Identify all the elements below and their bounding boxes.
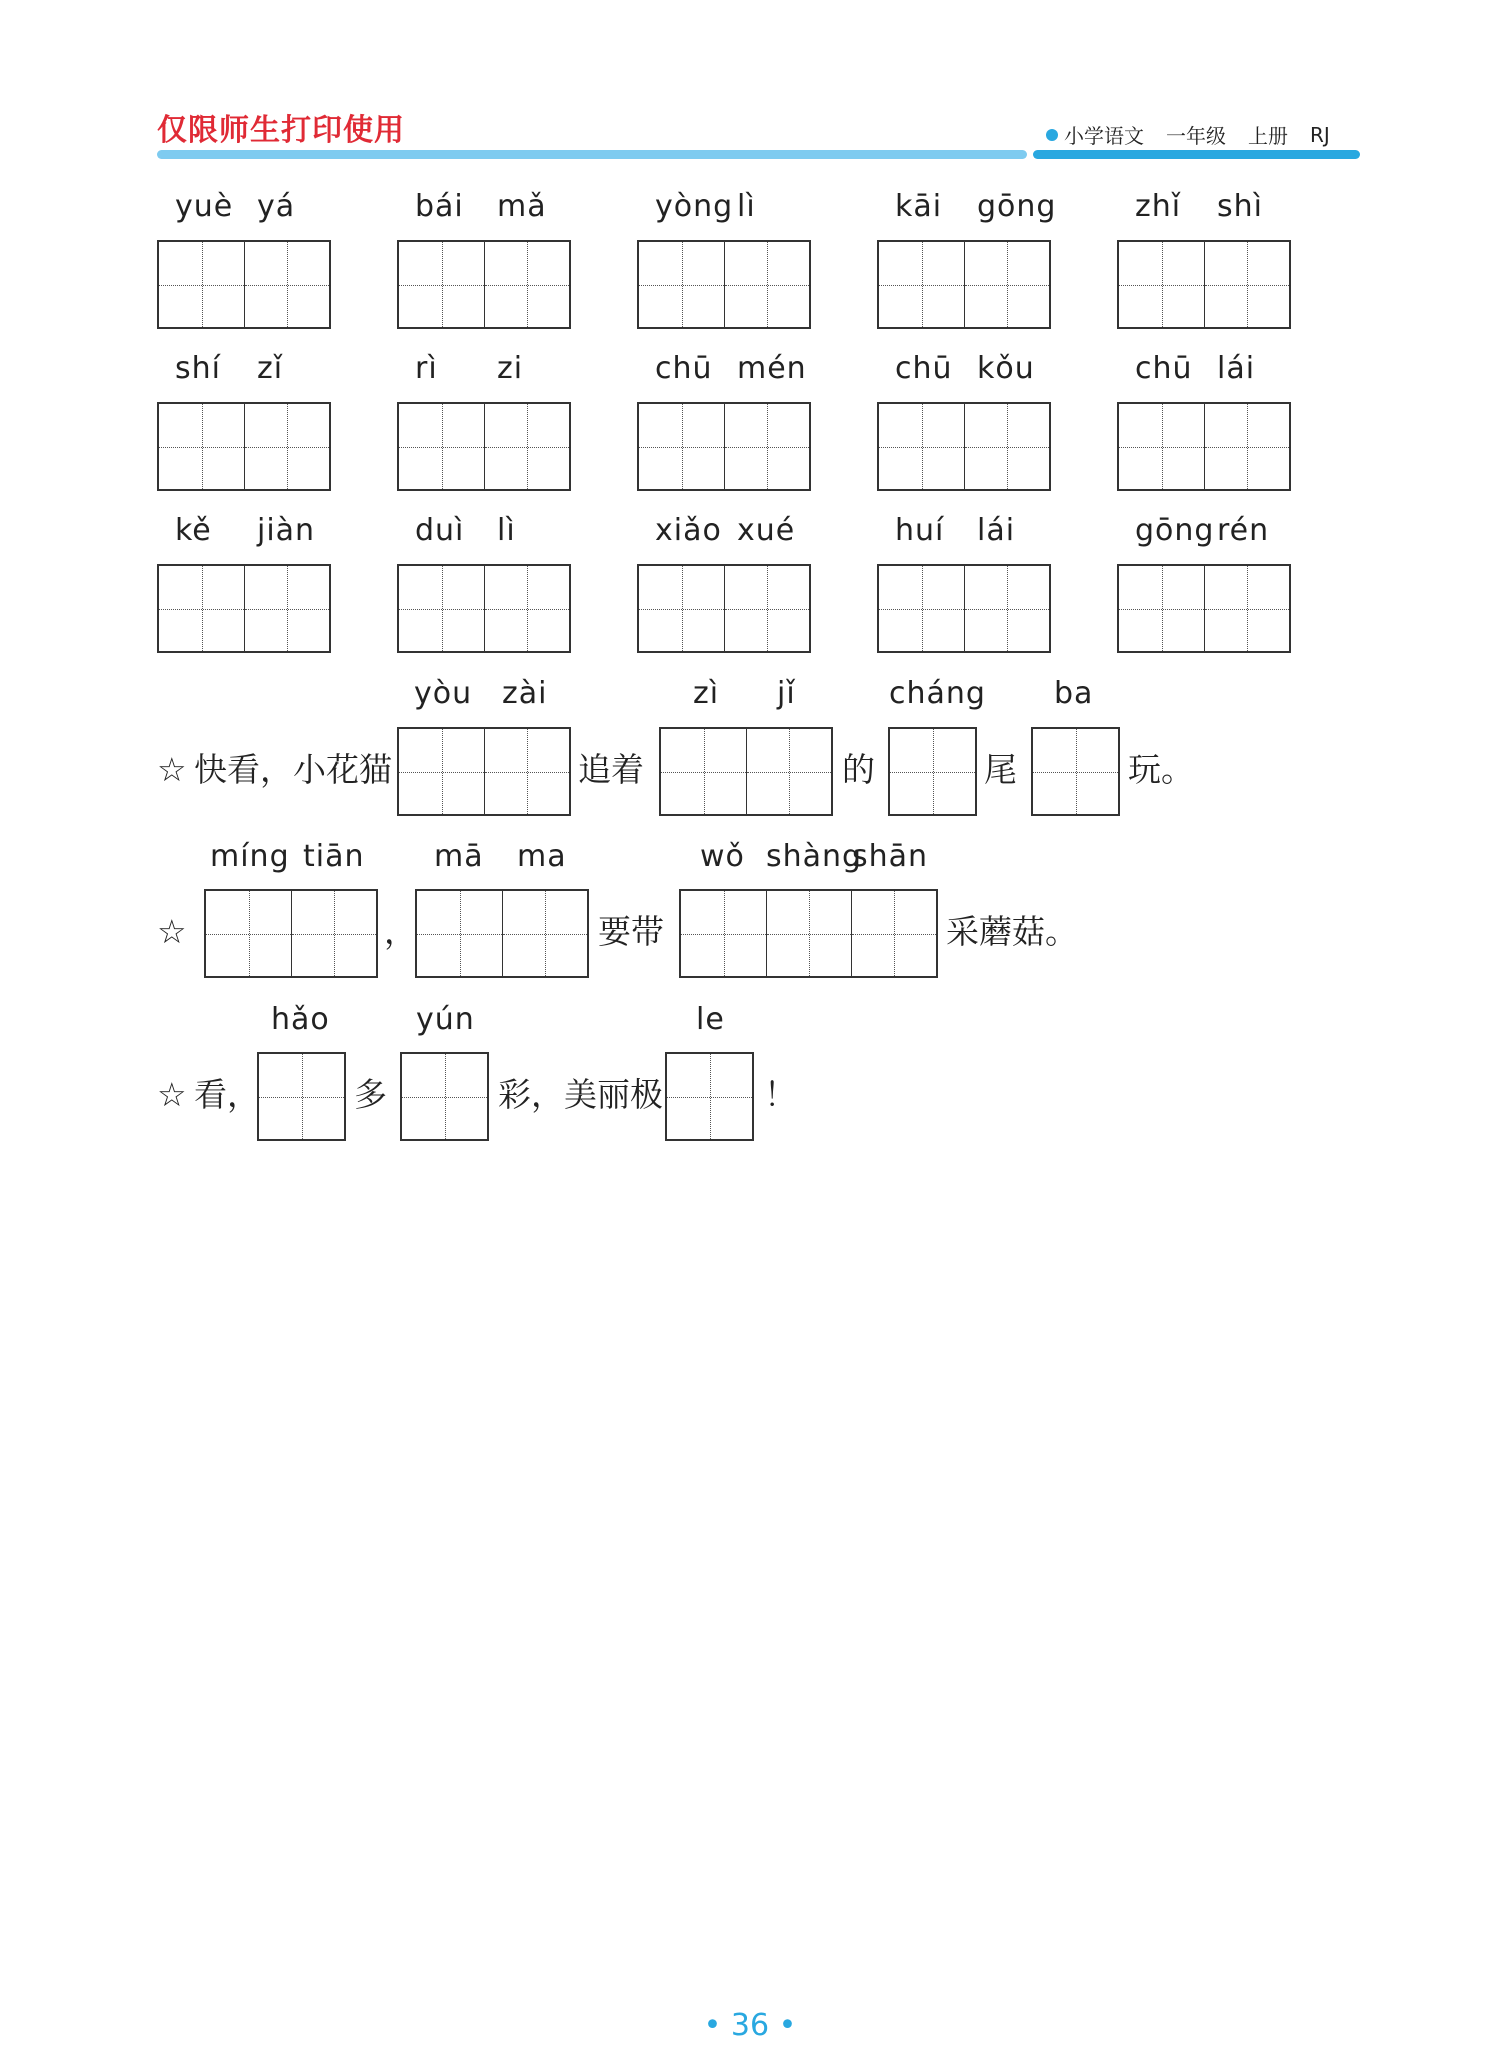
writing-box[interactable] xyxy=(397,727,571,816)
pinyin: cháng xyxy=(889,676,986,711)
pinyin: jiàn xyxy=(257,513,316,548)
pinyin: kāi xyxy=(895,189,943,224)
writing-box[interactable] xyxy=(157,402,331,491)
sentence-text: 玩。 xyxy=(1128,750,1194,789)
pinyin: xiǎo xyxy=(655,513,722,548)
page-number-value: 36 xyxy=(730,2008,770,2043)
header-info xyxy=(1046,120,1330,149)
sentence-text: ！ xyxy=(764,1075,797,1114)
bullet-dot-icon xyxy=(1046,129,1058,141)
pinyin: le xyxy=(696,1002,725,1037)
pinyin: zhǐ xyxy=(1135,189,1182,224)
sentence-star: ☆ xyxy=(157,750,187,789)
sentence-text: 追着 xyxy=(578,750,644,789)
writing-box[interactable] xyxy=(397,240,571,329)
sentence-text: 的 xyxy=(842,750,875,789)
pinyin: duì xyxy=(415,513,465,548)
pinyin: kě xyxy=(175,513,212,548)
sentence-star: ☆ xyxy=(157,1075,187,1114)
pinyin: lì xyxy=(497,513,516,548)
writing-box[interactable] xyxy=(637,402,811,491)
pinyin: mǎ xyxy=(497,189,547,224)
writing-box[interactable] xyxy=(257,1052,346,1141)
pinyin: yá xyxy=(257,189,296,224)
pinyin: míng xyxy=(210,839,290,874)
writing-box[interactable] xyxy=(665,1052,754,1141)
header-divider-left xyxy=(157,150,1027,159)
pinyin: kǒu xyxy=(977,351,1035,386)
writing-box[interactable] xyxy=(157,564,331,653)
writing-box[interactable] xyxy=(1117,240,1291,329)
writing-box[interactable] xyxy=(1031,727,1120,816)
sentence-text: ， xyxy=(384,912,417,951)
pinyin: ba xyxy=(1054,676,1094,711)
writing-box[interactable] xyxy=(637,240,811,329)
pinyin: rì xyxy=(415,351,438,386)
subject-label: 小学语文 xyxy=(1064,124,1144,148)
header-divider-right xyxy=(1033,150,1360,159)
writing-box[interactable] xyxy=(679,889,938,978)
sentence-text: 彩，美丽极 xyxy=(498,1075,663,1114)
pinyin: lì xyxy=(737,189,756,224)
sentence-text: 快看，小花猫 xyxy=(194,750,392,789)
pinyin: zài xyxy=(502,676,548,711)
writing-box[interactable] xyxy=(877,402,1051,491)
writing-box[interactable] xyxy=(415,889,589,978)
writing-box[interactable] xyxy=(877,240,1051,329)
writing-box[interactable] xyxy=(157,240,331,329)
writing-box[interactable] xyxy=(1117,564,1291,653)
pinyin: shí xyxy=(175,351,221,386)
pinyin: hǎo xyxy=(271,1002,330,1037)
pinyin: zǐ xyxy=(257,351,284,386)
pinyin: chū xyxy=(1135,351,1193,386)
pinyin: yòu xyxy=(414,676,473,711)
pinyin: zì xyxy=(693,676,720,711)
sentence-text: 尾 xyxy=(984,750,1017,789)
page-number: • 36 • xyxy=(703,2008,797,2043)
pinyin: bái xyxy=(415,189,464,224)
pinyin: gōng xyxy=(977,189,1057,224)
writing-box[interactable] xyxy=(204,889,378,978)
pinyin: zi xyxy=(497,351,524,386)
pinyin: xué xyxy=(737,513,796,548)
writing-box[interactable] xyxy=(888,727,977,816)
pinyin: mā xyxy=(434,839,484,874)
pinyin: ma xyxy=(517,839,567,874)
sentence-text: 看， xyxy=(194,1075,260,1114)
grade-label: 一年级 xyxy=(1166,124,1226,148)
sentence-text: 采蘑菇。 xyxy=(946,912,1078,951)
pinyin: lái xyxy=(977,513,1016,548)
pinyin: shì xyxy=(1217,189,1263,224)
sentence-text: 要带 xyxy=(598,912,664,951)
pinyin: chū xyxy=(655,351,713,386)
pinyin: tiān xyxy=(303,839,365,874)
writing-box[interactable] xyxy=(397,402,571,491)
sentence-star: ☆ xyxy=(157,912,187,951)
pinyin: jǐ xyxy=(777,676,796,711)
sentence-text: 多 xyxy=(354,1075,387,1114)
pinyin: rén xyxy=(1217,513,1270,548)
pinyin: wǒ xyxy=(700,839,745,874)
writing-box[interactable] xyxy=(877,564,1051,653)
pinyin: gōng xyxy=(1135,513,1215,548)
pinyin: yòng xyxy=(655,189,734,224)
pinyin: huí xyxy=(895,513,945,548)
writing-box[interactable] xyxy=(400,1052,489,1141)
writing-box[interactable] xyxy=(659,727,833,816)
pinyin: yuè xyxy=(175,189,234,224)
pinyin: yún xyxy=(416,1002,475,1037)
pinyin: mén xyxy=(737,351,807,386)
volume-label: 上册 xyxy=(1248,124,1288,148)
edition-label: RJ xyxy=(1310,122,1330,147)
pinyin: shān xyxy=(852,839,929,874)
writing-box[interactable] xyxy=(1117,402,1291,491)
writing-box[interactable] xyxy=(397,564,571,653)
pinyin: shàng xyxy=(766,839,863,874)
pinyin: chū xyxy=(895,351,953,386)
writing-box[interactable] xyxy=(637,564,811,653)
pinyin: lái xyxy=(1217,351,1256,386)
header-title: 仅限师生打印使用 xyxy=(157,113,405,148)
